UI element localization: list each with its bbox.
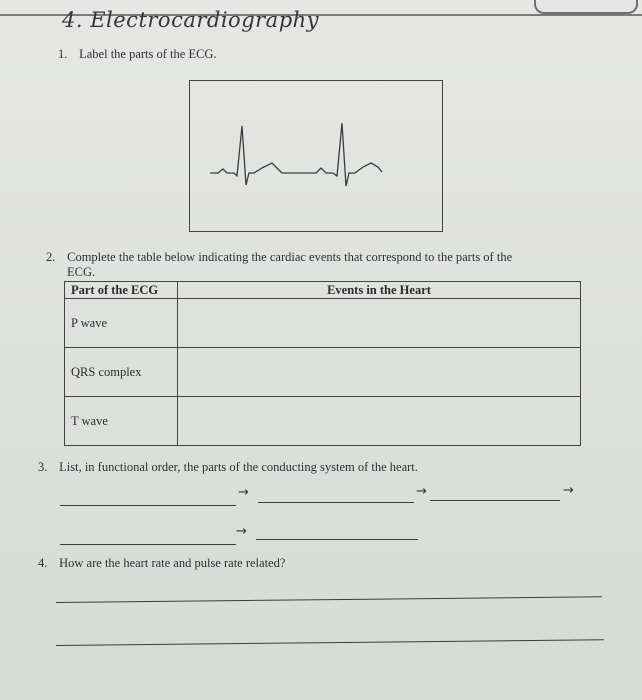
question-number: 1. [58,47,68,61]
answer-line-1[interactable] [56,596,602,603]
arrow-icon: → [563,483,574,498]
cell-events-qrs[interactable] [178,348,581,397]
cell-part-t-wave: T wave [65,397,178,446]
question-text: How are the heart rate and pulse rate related? [59,556,286,570]
question-1 [58,47,217,62]
header-events: Events in the Heart [178,282,581,299]
cell-part-qrs: QRS complex [65,348,178,397]
question-number: 4. [38,556,48,570]
section-title: 4. Electrocardiography [62,8,320,32]
question-2-continued: ECG. [67,265,96,279]
ecg-waveform-line [210,123,382,186]
table-row [65,348,581,397]
arrow-icon: → [236,524,247,539]
question-text-line-1: Complete the table below indicating the cardiac events that correspond to the parts of the [67,250,513,264]
answer-blank-5[interactable] [256,539,418,540]
ecg-diagram [189,80,443,232]
arrow-icon: → [238,485,249,500]
question-3 [38,460,418,475]
answer-blank-1[interactable] [60,505,236,506]
question-4 [38,556,285,571]
cell-part-p-wave: P wave [65,299,178,348]
question-2 [46,250,512,265]
ecg-trace [190,81,442,231]
answer-blank-3[interactable] [430,500,560,501]
table-header-row [65,282,581,299]
cell-events-p-wave[interactable] [178,299,581,348]
question-text: Label the parts of the ECG. [79,47,217,61]
question-number: 3. [38,460,48,474]
question-number: 2. [46,250,56,264]
question-text: List, in functional order, the parts of the conducting system of the heart. [59,460,418,474]
cell-events-t-wave[interactable] [178,397,581,446]
arrow-icon: → [416,484,427,499]
answer-blank-4[interactable] [60,544,236,545]
answer-blank-2[interactable] [258,502,414,503]
table-row [65,397,581,446]
top-tab-border [534,0,638,14]
table-row [65,299,581,348]
header-part: Part of the ECG [65,282,178,299]
cardiac-events-table [64,281,581,446]
answer-line-2[interactable] [56,639,604,646]
